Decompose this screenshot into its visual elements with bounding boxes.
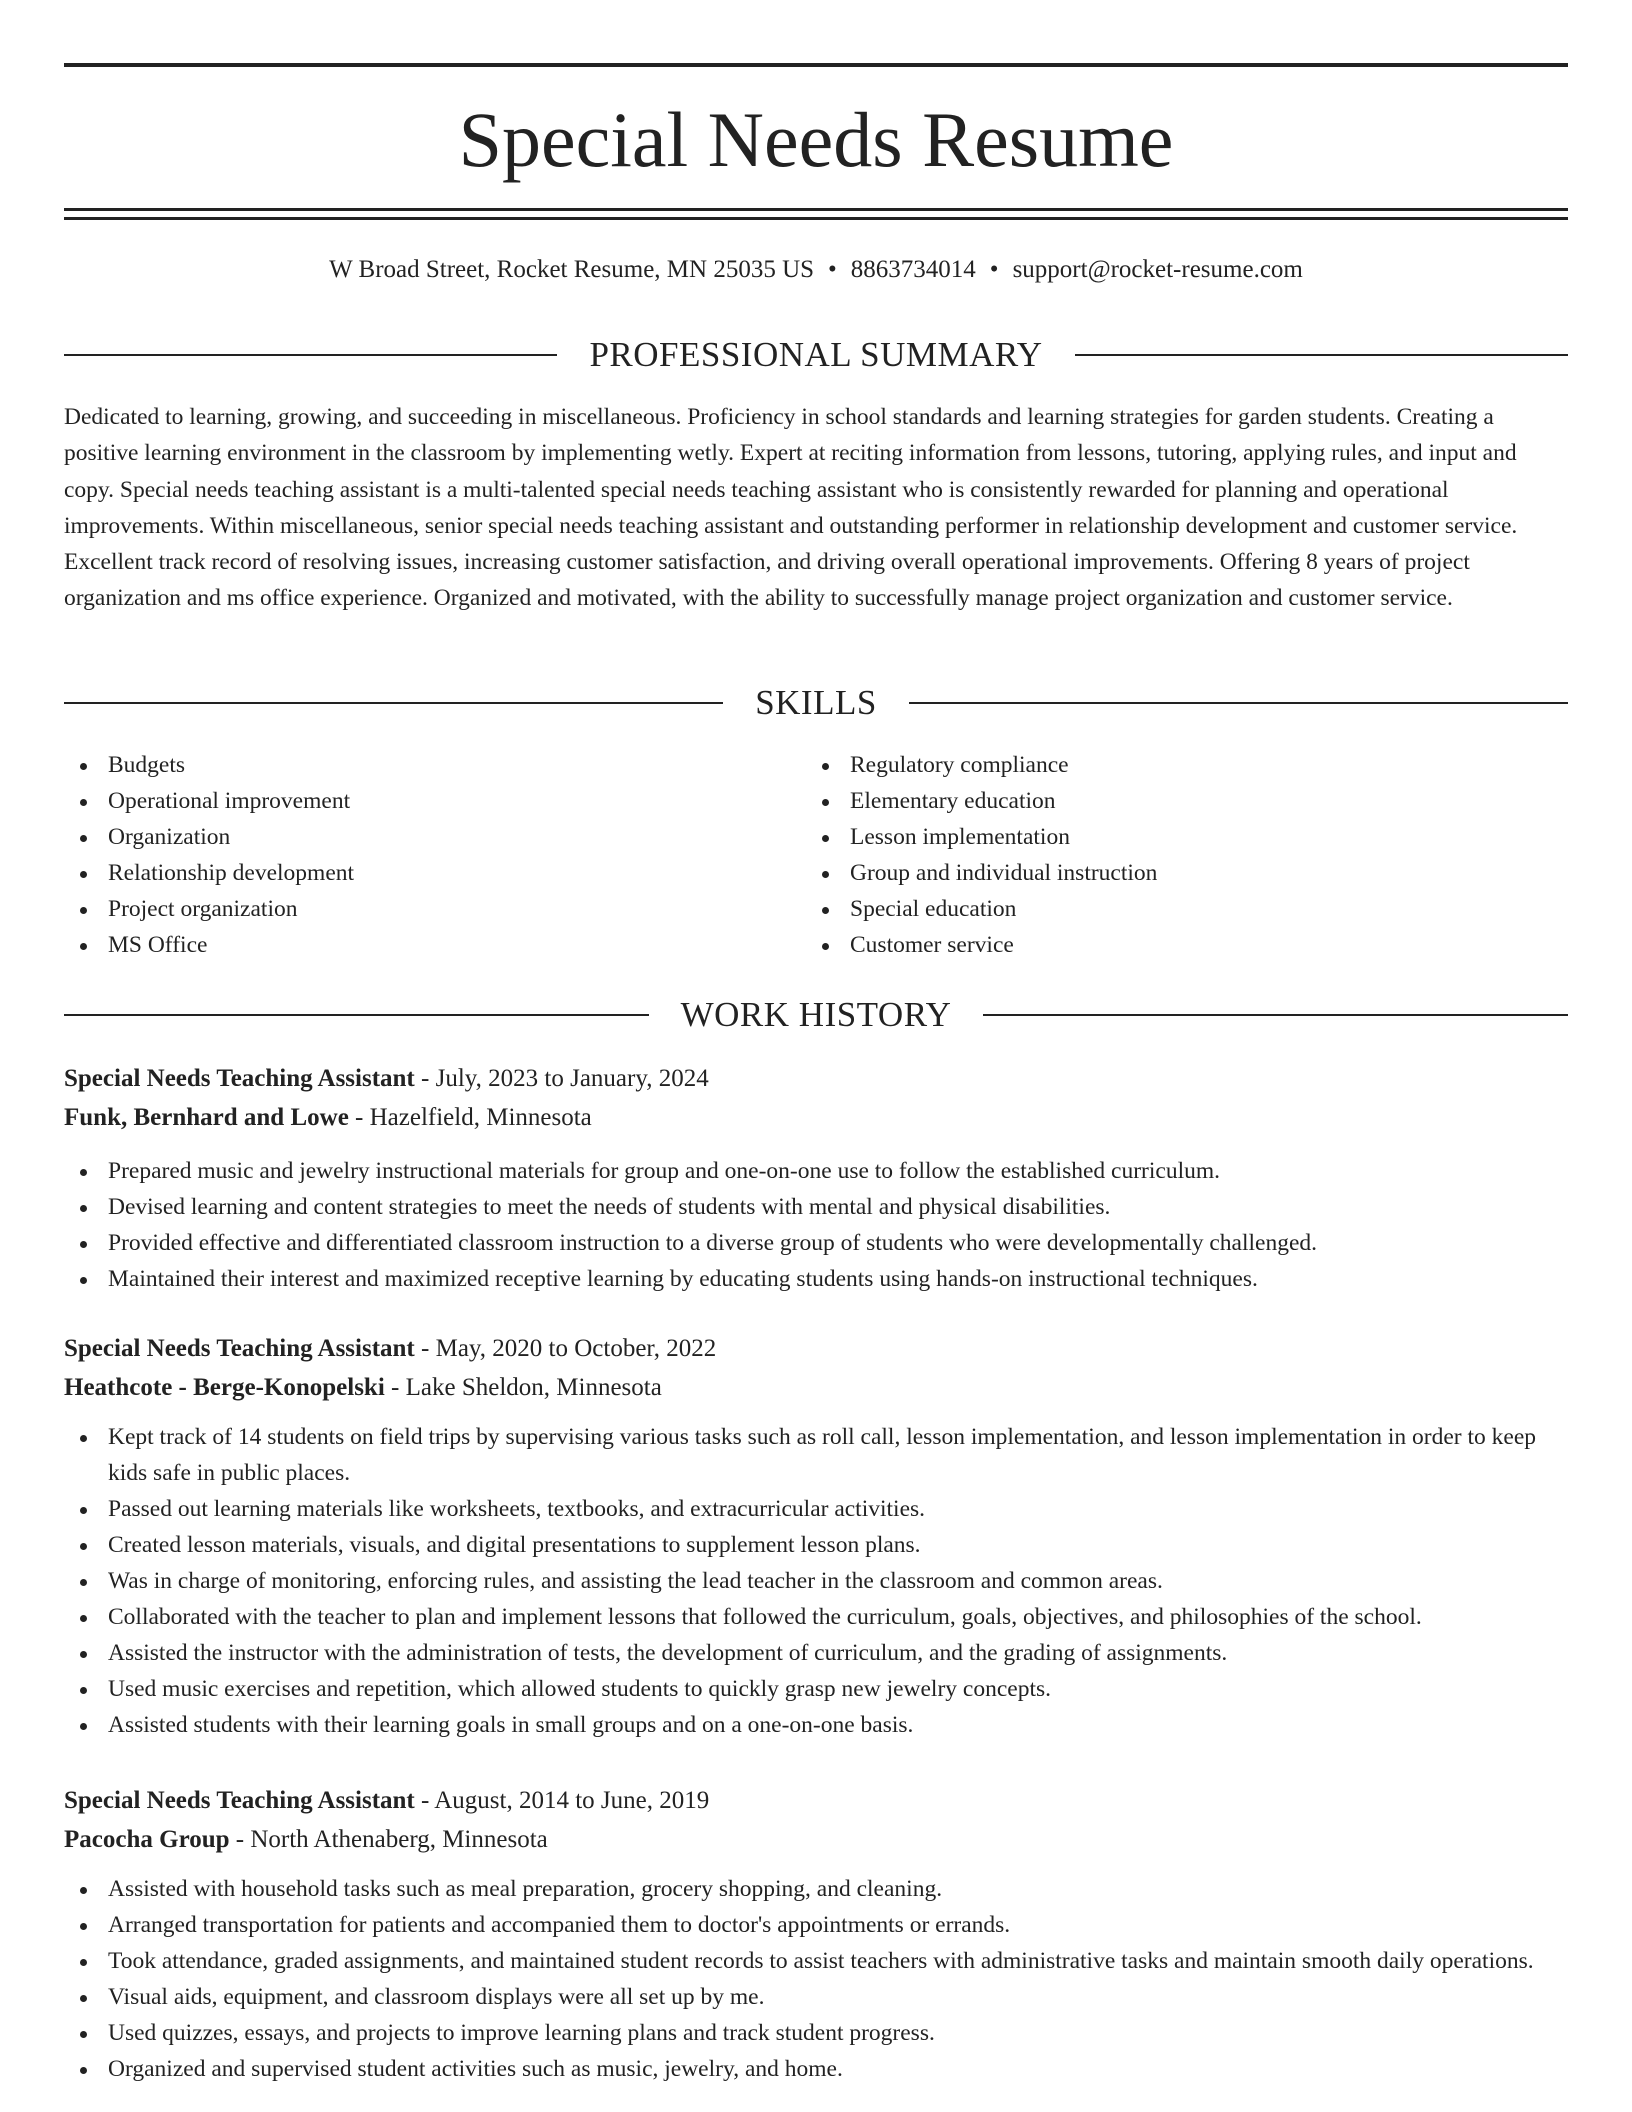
skill-item: Regulatory compliance [806,747,1548,783]
contact-phone: 8863734014 [850,256,976,283]
skill-item: Operational improvement [64,783,806,819]
heading-rule [1075,354,1568,356]
job-company-line: Pacocha Group - North Athenaberg, Minnesota [64,1826,548,1853]
skills-column-right [806,747,1548,963]
job-bullet: Used music exercises and repetition, which allowed students to quickly grasp new jewelry concepts. [64,1671,1568,1707]
job-entry [64,1331,1568,1743]
job-company-line: Funk, Bernhard and Lowe - Hazelfield, Minnesota [64,1104,592,1131]
skill-item: Relationship development [64,855,806,891]
contact-line [64,252,1568,288]
skill-item: Lesson implementation [806,819,1548,855]
skill-item: MS Office [64,927,806,963]
skills-list [64,747,1568,963]
job-dates: August, 2014 to June, 2019 [434,1787,710,1814]
heading-rule [64,354,557,356]
job-bullet: Was in charge of monitoring, enforcing rules, and assisting the lead teacher in the classroom and common areas. [64,1563,1568,1599]
section-heading-skills [64,683,1568,723]
contact-address: W Broad Street, Rocket Resume, MN 25035 US [329,256,815,283]
job-bullets [64,1871,1568,2087]
job-title-line: Special Needs Teaching Assistant - July, 2023 to January, 2024 [64,1065,709,1092]
job-title-line: Special Needs Teaching Assistant - August, 2014 to June, 2019 [64,1787,710,1814]
skill-item: Elementary education [806,783,1548,819]
heading-label: PROFESSIONAL SUMMARY [589,335,1043,374]
job-bullets [64,1153,1568,1297]
job-company: Pacocha Group [64,1826,230,1853]
job-bullet: Arranged transportation for patients and accompanied them to doctor's appointments or errands. [64,1907,1568,1943]
job-dates: July, 2023 to January, 2024 [435,1065,709,1092]
job-bullet: Assisted students with their learning goals in small groups and on a one-on-one basis. [64,1707,1568,1743]
job-bullet: Created lesson materials, visuals, and digital presentations to supplement lesson plans. [64,1527,1568,1563]
skill-item: Group and individual instruction [806,855,1548,891]
heading-label: WORK HISTORY [680,995,952,1034]
skill-item: Budgets [64,747,806,783]
heading-rule [909,702,1568,704]
contact-separator: • [828,256,837,283]
job-bullet: Prepared music and jewelry instructional materials for group and one-on-one use to follow the established curriculum. [64,1153,1568,1189]
professional-summary-text: Dedicated to learning, growing, and succeeding in miscellaneous. Proficiency in school standards and learning strategies for garden students. Creating a positive learning environment in the classroom by implementing wetly. Expert at reciting information from lessons, tutoring, applying rules, and input and copy. Special needs teaching assistant is a multi-talented special needs teaching assistant who is consistently rewarded for planning and operational improvements. Within miscellaneous, senior special needs teaching assistant and outstanding performer in relationship development and customer service. Excellent track record of resolving issues, increasing customer satisfaction, and driving overall operational improvements. Offering 8 years of project organization and ms office experience. Organized and motivated, with the ability to successfully manage project organization and customer service. [64,404,1518,612]
title-double-rule [64,208,1568,220]
job-title: Special Needs Teaching Assistant [64,1787,415,1814]
job-bullet: Collaborated with the teacher to plan and implement lessons that followed the curriculum, goals, objectives, and philosophies of the school. [64,1599,1568,1635]
job-bullet: Visual aids, equipment, and classroom displays were all set up by me. [64,1979,1568,2015]
contact-separator: • [989,256,999,283]
skill-item: Organization [64,819,806,855]
heading-label: SKILLS [755,683,877,722]
heading-rule [983,1014,1568,1016]
job-entry [64,1783,1568,2087]
job-location: Lake Sheldon, Minnesota [405,1374,662,1401]
contact-email: support@rocket-resume.com [1012,256,1303,283]
job-location: North Athenaberg, Minnesota [250,1826,548,1853]
job-bullet: Devised learning and content strategies to meet the needs of students with mental and physical disabilities. [64,1189,1568,1225]
heading-rule [64,702,723,704]
job-bullet: Assisted with household tasks such as meal preparation, grocery shopping, and cleaning. [64,1871,1568,1907]
job-title-line: Special Needs Teaching Assistant - May, 2020 to October, 2022 [64,1335,717,1362]
job-bullet: Passed out learning materials like worksheets, textbooks, and extracurricular activities. [64,1491,1568,1527]
job-title: Special Needs Teaching Assistant [64,1065,415,1092]
job-company-line: Heathcote - Berge-Konopelski - Lake Sheldon, Minnesota [64,1374,662,1401]
skill-item: Project organization [64,891,806,927]
job-location: Hazelfield, Minnesota [369,1104,592,1131]
job-bullet: Used quizzes, essays, and projects to improve learning plans and track student progress. [64,2015,1568,2051]
job-company: Funk, Bernhard and Lowe [64,1104,349,1131]
job-bullet: Maintained their interest and maximized receptive learning by educating students using hands-on instructional techniques. [64,1261,1568,1297]
skill-item: Special education [806,891,1548,927]
skills-column-left [64,747,806,963]
job-company: Heathcote - Berge-Konopelski [64,1374,385,1401]
job-bullets [64,1419,1568,1743]
resume-title: Special Needs Resume [458,96,1174,183]
section-heading-work-history [64,995,1568,1035]
job-title: Special Needs Teaching Assistant [64,1335,415,1362]
job-entry [64,1061,1568,1297]
job-bullet: Provided effective and differentiated classroom instruction to a diverse group of students who were developmentally challenged. [64,1225,1568,1261]
job-bullet: Kept track of 14 students on field trips by supervising various tasks such as roll call, lesson implementation, and lesson implementation in order to keep kids safe in public places. [64,1419,1568,1491]
section-heading-summary [64,335,1568,375]
job-bullet: Assisted the instructor with the administration of tests, the development of curriculum, and the grading of assignments. [64,1635,1568,1671]
job-bullet: Took attendance, graded assignments, and maintained student records to assist teachers with administrative tasks and maintain smooth daily operations. [64,1943,1568,1979]
heading-rule [64,1014,649,1016]
job-dates: May, 2020 to October, 2022 [435,1335,717,1362]
job-bullet: Organized and supervised student activities such as music, jewelry, and home. [64,2051,1568,2087]
top-rule [64,63,1568,67]
skill-item: Customer service [806,927,1548,963]
